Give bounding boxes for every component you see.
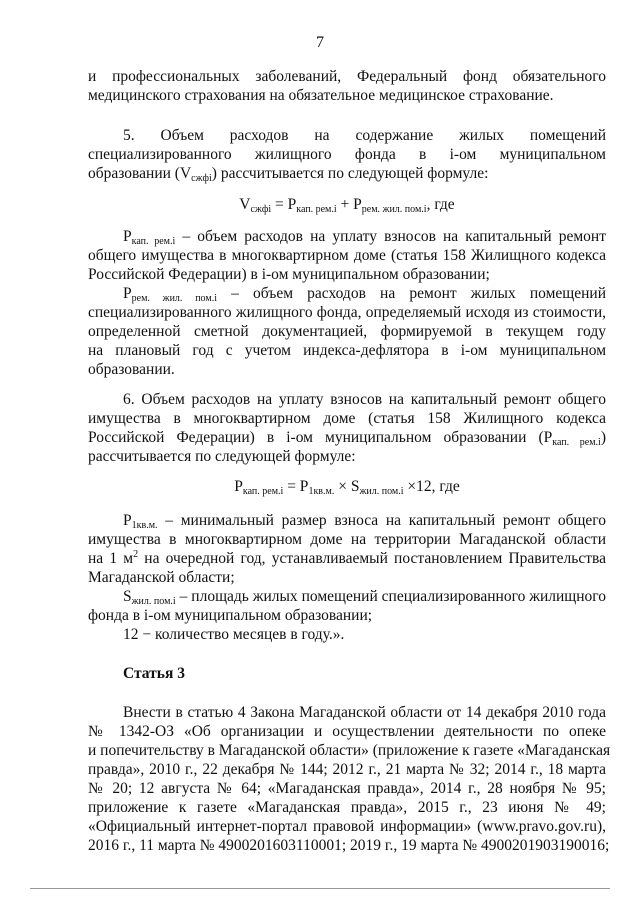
text-line: № 1342-ОЗ «Об организации и осуществлении деятельности по опеке (88, 723, 606, 740)
text-line: специализированного жилищного фонда, определяемый исходя из стоимости, (88, 304, 606, 321)
text-line: специализированного жилищного фонда в i-ом муниципальном (88, 146, 606, 163)
article-heading: Статья 3 (123, 665, 185, 682)
text-line: $S_{жил. пом.i}$ – площадь жилых помещений специализированного жилищного (123, 588, 606, 607)
text-line: общего имущества в многоквартирном доме (статья 158 Жилищного кодекса (88, 247, 606, 264)
text-line: 2016 г., 11 марта № 4900201603110001; 2019 г., 19 марта № 4900201903190016; (88, 837, 610, 854)
page-edge-divider (30, 888, 610, 889)
text-line: образовании $(V_{сжфi})$ рассчитывается по следующей формуле: (88, 165, 489, 184)
text-line: и попечительству в Магаданской области» (приложение к газете «Магаданская (88, 742, 611, 759)
text-line: 5. Объем расходов на содержание жилых помещений (123, 127, 606, 144)
text-line: Магаданской области; (88, 569, 235, 586)
text-line: № 20; 12 августа № 64; «Магаданская правда», 2014 г., 28 ноября № 95; (88, 780, 606, 797)
text-line: 12 − количество месяцев в году.». (123, 626, 345, 643)
text-line: Российской Федерации) в i-ом муниципальном образовании $(P_{кап. рем.i})$ (88, 429, 606, 448)
text-line: имущества в многоквартирном доме (статья 158 Жилищного кодекса (88, 410, 606, 427)
page-number: 7 (316, 34, 324, 51)
formula: $V_{сжфi} = P_{кап. рем.i} + P_{рем. жил. пом.i}$, где (239, 196, 455, 215)
text-line: на плановый год с учетом индекса-дефлятора в i-ом муниципальном (88, 342, 606, 359)
text-line: приложение к газете «Магаданская правда», 2015 г., 23 июня № 49; (88, 799, 606, 816)
text-line: $P_{кап. рем.i}$ – объем расходов на уплату взносов на капитальный ремонт (123, 228, 606, 247)
formula: $P_{кап. рем.i} = P_{1кв.м.} \times S_{жил. пом.i} \times 12$, где (234, 478, 460, 497)
text-line: и профессиональных заболеваний, Федеральный фонд обязательного (88, 68, 606, 85)
text-line: образовании. (88, 361, 175, 378)
text-line: правда», 2010 г., 22 декабря № 144; 2012 г., 21 марта № 32; 2014 г., 18 марта (88, 761, 606, 778)
text-line: $P_{рем. жил. пом.i}$ – объем расходов на ремонт жилых помещений (123, 285, 606, 304)
text-line: медицинского страхования на обязательное медицинское страхование. (88, 87, 554, 104)
text-line: определенной сметной документацией, формируемой в текущем году (88, 323, 606, 340)
text-line: фонда в i-ом муниципальном образовании; (88, 607, 373, 624)
text-line: имущества в многоквартирном доме на территории Магаданской области (88, 531, 606, 548)
text-line: Российской Федерации) в i-ом муниципальном образовании; (88, 266, 490, 283)
text-line: 6. Объем расходов на уплату взносов на капитальный ремонт общего (123, 391, 606, 408)
text-line: рассчитывается по следующей формуле: (88, 448, 356, 465)
text-line: Внести в статью 4 Закона Магаданской области от 14 декабря 2010 года (123, 704, 606, 721)
text-line: $P_{1кв.м.}$ – минимальный размер взноса на капитальный ремонт общего (123, 512, 606, 531)
text-line: на 1 $м^2$ на очередной год, устанавливаемый постановлением Правительства (88, 549, 606, 567)
text-line: «Официальный интернет-портал правовой информации» (www.pravo.gov.ru), (88, 818, 606, 835)
